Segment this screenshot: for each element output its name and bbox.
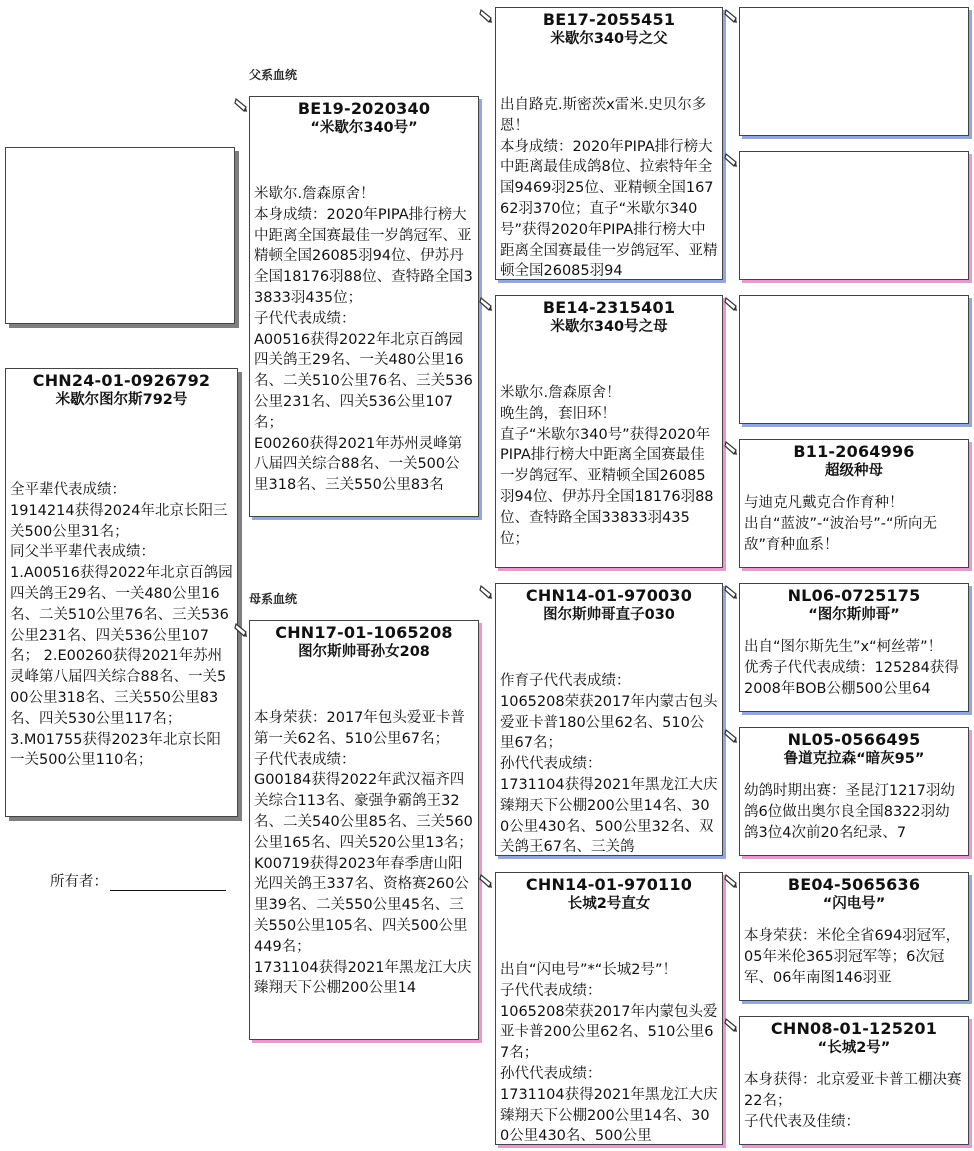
sire-sire-ring-number: BE17-2055451 xyxy=(542,10,676,29)
edit-dam-sire-icon[interactable] xyxy=(478,584,494,600)
ggp-card-5[interactable] xyxy=(739,583,969,712)
owner-field xyxy=(50,870,226,891)
subject-description: 全平辈代表成绩： 1914214获得2024年北京长阳三关500公里31名； 同父半平辈代表成绩： 1.A00516获得2022年北京百鸽园四关鸽王29名、一关480公里16名、二关510公里76名、三关536公里231名、四关536公里107名； 2.E00260获得2021年苏州灵峰第八届四关综合88名、一关500公里318名、三关550公里83名、四关530公里117名； 3.M01755获得2023年北京长阳一关500公里110名； xyxy=(10,482,233,769)
dam-dam-ring-number: CHN14-01-970110 xyxy=(525,875,693,894)
ggp-8-description: 本身获得：北京爱亚卡普工棚决赛22名； 子代代表及佳绩： xyxy=(744,1072,962,1130)
ggp-7-name: “闪电号” xyxy=(822,896,886,912)
sire-sire-description: 出自路克.斯密茨x雷米.史贝尔多恩！ 本身成绩：2020年PIPA排行榜大中距离最佳成鸽8位、拉索特年全国9469羽25位、亚精顿全国16762羽370位；直子“米歇尔340号”获得2020年PIPA排行榜大中距离全国赛最佳一岁鸽冠军、亚精顿全国26085羽94 xyxy=(500,97,718,280)
dam-dam-card[interactable] xyxy=(495,872,723,1145)
dam-line-label: 母系血统 xyxy=(249,592,298,606)
ggp-card-6[interactable] xyxy=(739,727,969,856)
dam-card[interactable] xyxy=(249,620,479,1040)
edit-dam-icon[interactable] xyxy=(233,622,249,638)
edit-ggp-2-icon[interactable] xyxy=(723,152,739,168)
subject-name: 米歇尔图尔斯792号 xyxy=(55,392,188,408)
ggp-card-4[interactable] xyxy=(739,439,969,568)
edit-sire-dam-icon[interactable] xyxy=(478,296,494,312)
sire-description: 米歇尔.詹森原舍！ 本身成绩：2020年PIPA排行榜大中距离全国赛最佳一岁鸽冠军、亚精顿全国26085羽94位、伊苏丹全国18176羽88位、查特路全国33833羽435位； 子代代表成绩： A00516获得2022年北京百鸽园四关鸽王29名、一关480公里16名、二关510公里76名、三关536公里231名、四关536公里107名； E00260获得2021年苏州灵峰第八届四关综合88名、一关500公里318名、三关550公里83名 xyxy=(254,186,473,494)
dam-sire-ring-number: CHN14-01-970030 xyxy=(525,586,693,605)
dam-sire-card[interactable] xyxy=(495,583,723,856)
ggp-card-7[interactable] xyxy=(739,872,969,1001)
owner-line[interactable] xyxy=(110,874,226,891)
ggp-6-description: 幼鸽时期出赛：圣昆汀1217羽幼鸽6位做出奥尔良全国8322羽幼鸽3位4次前20名纪录、7 xyxy=(744,783,955,841)
sire-dam-description: 米歇尔.詹森原舍！ 晚生鸽，套旧环！ 直子“米歇尔340号”获得2020年PIPA排行榜大中距离全国赛最佳一岁鸽冠军、亚精顿全国26085羽94位、伊苏丹全国18176羽88位、查特路全国33833羽435位； xyxy=(500,385,714,547)
dam-dam-description: 出自“闪电号”*“长城2号”！ 子代代表成绩： 1065208荣获2017年内蒙包头爱亚卡普200公里62名、510公里67名； 孙代代表成绩： 1731104获得2021年黑龙江大庆臻翔天下公棚200公里14名、300公里430名、500公里 xyxy=(500,962,718,1145)
edit-ggp-3-icon[interactable] xyxy=(723,296,739,312)
owner-label: 所有者： xyxy=(50,874,108,890)
sire-dam-name: 米歇尔340号之母 xyxy=(550,319,668,335)
dam-dam-name: 长城2号直女 xyxy=(567,896,651,912)
edit-ggp-8-icon[interactable] xyxy=(723,1017,739,1033)
edit-ggp-1-icon[interactable] xyxy=(723,8,739,24)
sire-card[interactable] xyxy=(249,96,479,517)
ggp-4-description: 与迪克凡戴克合作育种！ 出自“蓝波”-“波治号”-“所向无敌”育种血系！ xyxy=(744,495,938,553)
dam-name: 图尔斯帅哥孙女208 xyxy=(298,644,430,660)
ggp-6-name: 鲁道克拉森“暗灰95” xyxy=(783,751,925,767)
sire-sire-card[interactable] xyxy=(495,7,723,280)
sire-dam-ring-number: BE14-2315401 xyxy=(542,298,676,317)
subject-ring-number: CHN24-01-0926792 xyxy=(32,371,211,390)
edit-dam-dam-icon[interactable] xyxy=(478,873,494,889)
dam-description: 本身荣获：2017年包头爱亚卡普第一关62名、510公里67名； 子代代表成绩： G00184获得2022年武汉福齐四关综合113名、豪强争霸鸽王32名、二关540公里85名、三关560公里165名、四关520公里13名； K00719获得2023年春季唐山阳光四关鸽王337名、资格赛260公里39名、二关550公里45名、三关550公里105名、四关500公里449名； 1731104获得2021年黑龙江大庆臻翔天下公棚200公里14 xyxy=(254,710,473,997)
ggp-7-ring-number: BE04-5065636 xyxy=(787,875,921,894)
edit-ggp-7-icon[interactable] xyxy=(723,873,739,889)
sire-line-label: 父系血统 xyxy=(249,68,298,82)
ggp-card-3[interactable] xyxy=(739,295,969,424)
sire-dam-card[interactable] xyxy=(495,295,723,568)
photo-box[interactable] xyxy=(5,147,235,324)
dam-sire-name: 图尔斯帅哥直子030 xyxy=(543,607,675,623)
ggp-6-ring-number: NL05-0566495 xyxy=(787,730,921,749)
ggp-7-description: 本身荣获：米伦全省694羽冠军，05年米伦365羽冠军等；6次冠军、06年南图146羽亚 xyxy=(744,928,961,986)
ggp-5-name: “图尔斯帅哥” xyxy=(808,607,900,623)
ggp-card-1[interactable] xyxy=(739,7,969,136)
ggp-card-8[interactable] xyxy=(739,1016,969,1145)
dam-sire-description: 作育子代代表成绩： 1065208荣获2017年内蒙古包头爱亚卡普180公里62名、510公里67名； 孙代代表成绩： 1731104获得2021年黑龙江大庆臻翔天下公棚200公里14名、300公里430名、500公里32名、双关鸽王67名、三关鸽 xyxy=(500,673,718,856)
sire-name: “米歇尔340号” xyxy=(310,120,418,136)
sire-ring-number: BE19-2020340 xyxy=(297,99,431,118)
ggp-card-2[interactable] xyxy=(739,151,969,280)
dam-ring-number: CHN17-01-1065208 xyxy=(275,623,453,642)
edit-ggp-5-icon[interactable] xyxy=(723,584,739,600)
ggp-5-ring-number: NL06-0725175 xyxy=(787,586,921,605)
ggp-5-description: 出自“图尔斯先生”x“柯丝蒂”！ 优秀子代代表成绩：125284获得2008年BOB公棚500公里64 xyxy=(744,639,959,697)
subject-card[interactable] xyxy=(5,368,238,817)
sire-sire-name: 米歇尔340号之父 xyxy=(550,31,668,47)
ggp-4-ring-number: B11-2064996 xyxy=(793,442,915,461)
edit-ggp-6-icon[interactable] xyxy=(723,728,739,744)
ggp-8-ring-number: CHN08-01-125201 xyxy=(770,1019,938,1038)
ggp-8-name: “长城2号” xyxy=(817,1040,891,1056)
edit-sire-sire-icon[interactable] xyxy=(478,8,494,24)
edit-ggp-4-icon[interactable] xyxy=(723,440,739,456)
ggp-4-name: 超级种母 xyxy=(825,463,883,479)
edit-sire-icon[interactable] xyxy=(233,97,249,113)
